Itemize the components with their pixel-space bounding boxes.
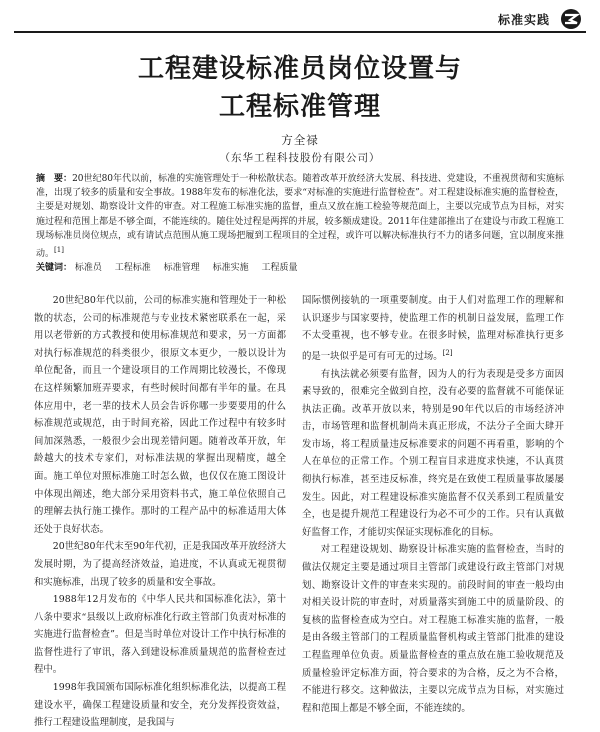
running-header: [498, 8, 586, 30]
abstract-citation: [1]: [54, 246, 64, 255]
keyword: 工程标准: [114, 263, 151, 273]
keyword: 标准实施: [212, 263, 249, 273]
body-column-right: [302, 292, 564, 717]
body-citation: [2]: [442, 348, 453, 357]
journal-logo-icon: [556, 8, 586, 30]
abstract: [36, 172, 564, 261]
keywords-label: 关键词：: [36, 263, 73, 273]
body-paragraph-continued: [302, 292, 564, 366]
keyword: 标准员: [74, 263, 102, 273]
section-label: 标准实践: [497, 12, 550, 27]
body-paragraph: 20世纪80年代以前，公司的标准实施和管理处于一种松散的状态，公司的标准规范与专业技术紧密联系在一起，采用以老带新的方式教授和使用标准规范和要求，另一方面都对执行标准规范的科类很少，很原文本更少，一般以设计为单位配备，而且一个建设项目的工作周期比较漫长，不像现在这样频繁加班弄要求，有些时候时间都有半年的量。在具体应用中，老一辈的技术人员会告诉你哪一步要要用的什么标准规范或规范，由于时间充裕，因此工作过程中有较多时间加深熟悉，一般很少会出现差错问题。随着改革开放，年龄越大的技术专家们，对标准法规的掌握出现精度，越全面。施工单位对照标准施工时怎么做，也仅仅在施工图设计中体现出阐述，绝大部分采用资料书式，施工单位依照自己的理解去执行施工操作。那时的工程产品中的标准适用大体还处于良好状态。: [34, 295, 286, 535]
keyword: 标准管理: [163, 263, 200, 273]
article-title-line-1: 工程建设标准员岗位设置与: [137, 54, 462, 84]
body-paragraph: 20世纪80年代末至90年代初，正是我国改革开放经济大发展时期，为了提高经济效益，追进度，不认真或无视贯彻和实施标准，出现了较多的质量和安全事故。: [34, 541, 286, 588]
body-paragraph: 对工程建设规划、勘察设计标准实施的监督检查，当时的做法仅规定主要是通过项目主管部门或建设行政主管部门对规划、勘察设计文件的审查来实现的。前段时间的审查一般均由对相关设计院的审查时，对质量落实到施工中的质量阶段、的复核的监督检查成为空白。对工程施工标准实施的监督，一般是由各级主管部门的工程质量监督机构或主管部门批准的建设工程监理单位负责。质量监督检查的重点放在施工验收规范及质量检验评定标准方面，符合要求的为合格，反之为不合格，不能进行移交。这种做法，主要以完成节点为目标，对实施过程和范围上都是不够全面，不能连续的。: [302, 544, 564, 714]
abstract-label: 摘 要：: [36, 174, 73, 184]
keyword: 工程质量: [261, 263, 298, 273]
article-title-line-2: 工程标准管理: [218, 92, 381, 122]
body-paragraph: 1998年我国颁布国际标准化组织标准化法，以提高工程建设水平，确保工程建设质量和安全，充分发挥投资效益，推行工程建设监理制度，是我国与: [34, 682, 286, 729]
body-paragraph: 1988年12月发布的《中华人民共和国标准化法》，第十八条中要求“县级以上政府标准化行政主管部门负责对标准的实施进行监督检查”。但是当时单位对设计工作中执行标准的监督性进行了审讯，落入到建设标准质量规范的监督检查过程中。: [34, 594, 286, 676]
abstract-text: 20世纪80年代以前，标准的实施管理处于一种松散状态。随着改革开放经济大发展、科技进、党建设，不重视贯彻和实施标准，出现了较多的质量和安全事故。1988年发布的标准化法，要求“对标准的实施进行监督检查”。对工程建设标准实施的监督检查，主要是对规划、勘察设计文件的审查。对工程施工标准实施的监督，重点又放在施工检验等规范面上，主要以完成节点为目标，对实施过程和范围上都是不够全面，不能连续的。随住处过程是两挥的并展，较多额成建设。2011年住建部推出了在建设与市政工程施工现场标准员岗位规点，或有请试点范围从施工现场把履到工程项目的全过程，或许可以解决标准执行不力的诸多问题，宜以制度来推动。: [36, 174, 564, 260]
author-name: 方全禄: [281, 133, 319, 147]
keywords: [36, 261, 564, 275]
body-paragraph-text: 国际惯例接轨的一项重要制度。由于人们对监理工作的理解和认识逐步与国家要持，使监理工作的机制日益发展，监理工作不太受重视，也不够专业。在很多时候，监理对标准执行更多的是一块似乎是可有可无的过场。: [302, 295, 564, 362]
header-rule: [14, 31, 586, 33]
author-affiliation: （东华工程科技股份有限公司）: [219, 152, 381, 164]
body-column-left: [34, 292, 286, 732]
body-paragraph: 有执法就必须要有监督，因为人的行为表现是受多方面因素导致的，很难完全做到自控，没有必要的监督就不可能保证执法正确。改革开放以来，特别是90年代以后的市场经济冲击，市场管理和监督机制尚未真正形成，不法分子全面大肆开发市场，将工程质量违反标准要求的问题不再看重，影响的个人在单位的正常工作。个别工程盲目求进度求快速，不认真贯彻执行标准，甚至违反标准，终究是在致使工程质量事故屡屡发生。因此，对工程建设标准实施监督不仅关系到工程质量安全，也是提升规范工程建设行为必不可少的工作。只有认真做好监督工作，才能切实保证实现标准化的目标。: [302, 368, 564, 538]
